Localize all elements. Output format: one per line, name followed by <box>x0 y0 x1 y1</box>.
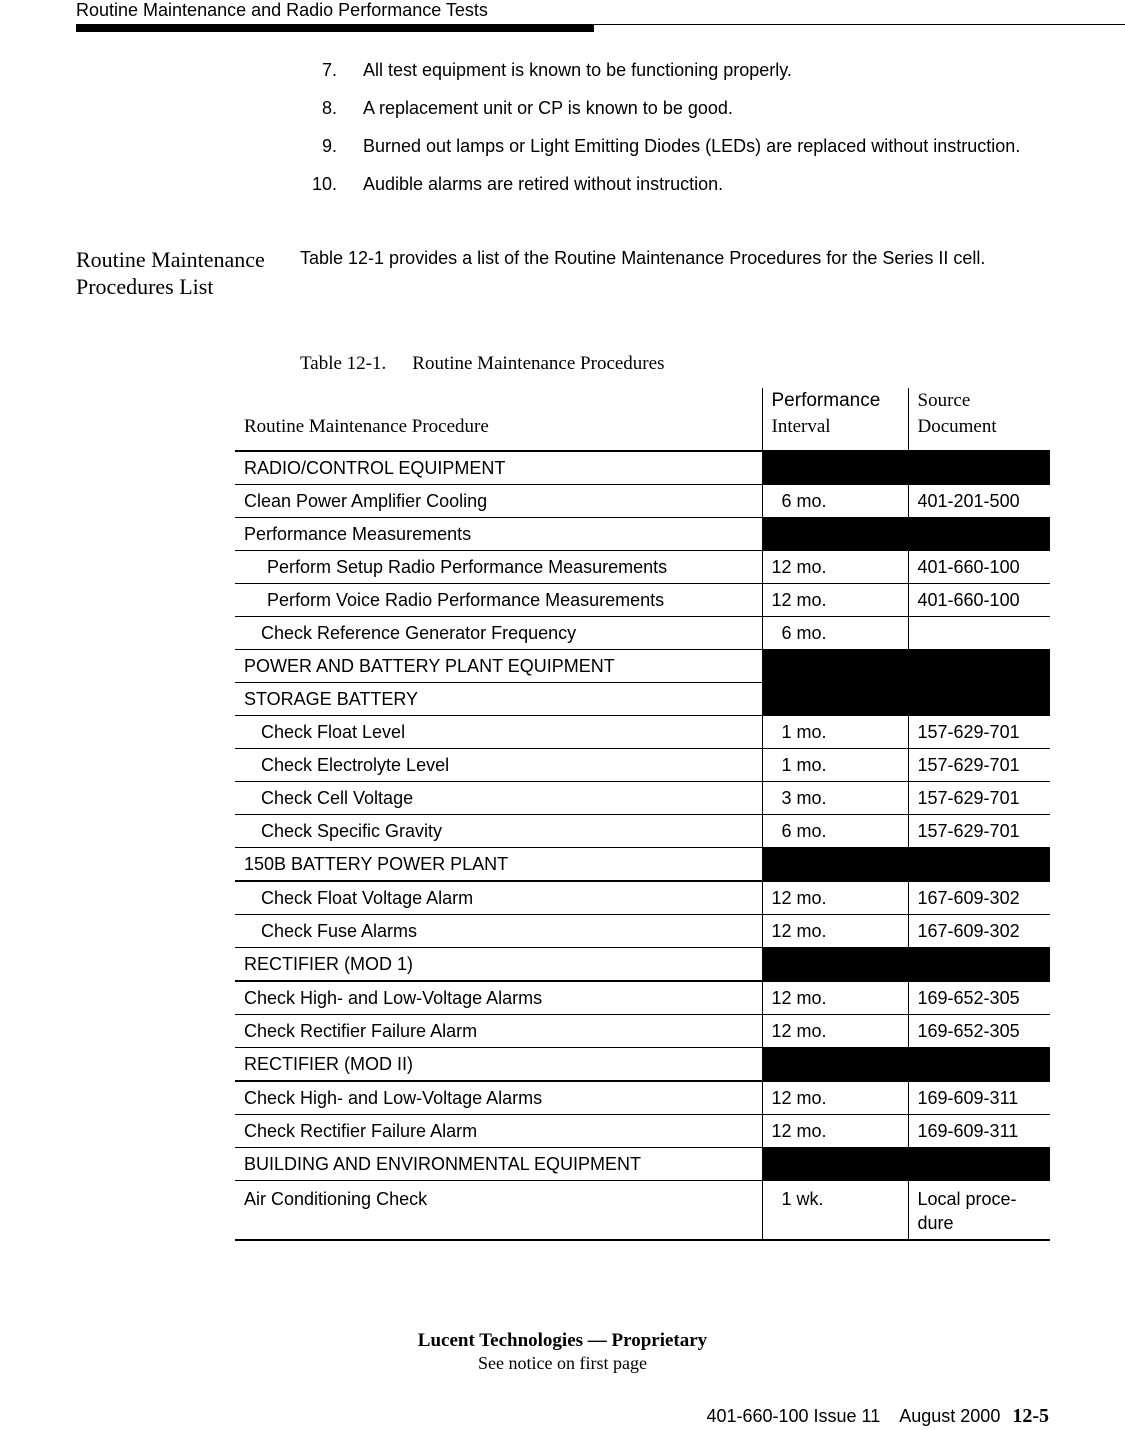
list-item-number: 7. <box>321 60 337 80</box>
list-item-text: A replacement unit or CP is known to be good. <box>363 98 733 118</box>
group-fill <box>762 848 908 882</box>
page-number: 12-5 <box>1012 1405 1049 1427</box>
procedure-cell: Perform Setup Radio Performance Measurements <box>235 551 762 584</box>
table-group-row <box>235 1048 1050 1082</box>
table-row <box>235 584 1050 617</box>
table-row <box>235 1115 1050 1148</box>
procedure-cell: Check Fuse Alarms <box>235 915 762 948</box>
header-rule-bar <box>76 24 594 32</box>
procedure-cell: Check Rectifier Failure Alarm <box>235 1015 762 1048</box>
list-item <box>300 58 1040 82</box>
procedure-cell: Check Specific Gravity <box>235 815 762 848</box>
group-fill <box>908 848 1050 882</box>
header-source <box>908 388 1050 451</box>
interval-cell: 3 mo. <box>762 782 908 815</box>
interval-cell: 1 wk. <box>762 1181 908 1241</box>
interval-cell: 1 mo. <box>762 716 908 749</box>
table-caption-title: Routine Maintenance Procedures <box>412 353 665 374</box>
source-cell: 169-609-311 <box>908 1115 1050 1148</box>
source-cell: 401-660-100 <box>908 551 1050 584</box>
table-row <box>235 782 1050 815</box>
header-interval-top: Performance <box>771 390 881 411</box>
interval-cell: 6 mo. <box>762 815 908 848</box>
group-fill <box>762 948 908 982</box>
running-header: Routine Maintenance and Radio Performance Tests <box>76 0 488 20</box>
list-item-number: 10. <box>311 174 337 194</box>
source-cell: 167-609-302 <box>908 881 1050 915</box>
interval-cell: 12 mo. <box>762 551 908 584</box>
group-label: POWER AND BATTERY PLANT EQUIPMENT <box>235 650 762 683</box>
procedure-cell: Air Conditioning Check <box>235 1181 762 1241</box>
header-source-bottom: Document <box>917 416 997 437</box>
procedure-cell: Check Float Level <box>235 716 762 749</box>
group-fill <box>762 650 908 683</box>
table-group-row <box>235 683 1050 716</box>
group-fill <box>908 683 1050 716</box>
procedure-cell: Check High- and Low-Voltage Alarms <box>235 981 762 1015</box>
table-row <box>235 1015 1050 1048</box>
group-fill <box>762 518 908 551</box>
footer-notice: See notice on first page <box>478 1353 647 1373</box>
source-cell: Local proce-dure <box>908 1181 1050 1241</box>
table-row <box>235 485 1050 518</box>
procedure-cell: Check Float Voltage Alarm <box>235 881 762 915</box>
header-interval <box>762 388 908 451</box>
interval-cell: 12 mo. <box>762 881 908 915</box>
group-label: STORAGE BATTERY <box>235 683 762 716</box>
procedure-cell: Check Rectifier Failure Alarm <box>235 1115 762 1148</box>
procedure-cell: Check Electrolyte Level <box>235 749 762 782</box>
list-item-number: 9. <box>321 136 337 156</box>
interval-cell: 12 mo. <box>762 1115 908 1148</box>
interval-cell: 12 mo. <box>762 1015 908 1048</box>
interval-cell: 6 mo. <box>762 617 908 650</box>
table-row <box>235 716 1050 749</box>
interval-cell: 6 mo. <box>762 485 908 518</box>
table-caption <box>300 352 664 376</box>
group-fill <box>762 1048 908 1082</box>
group-fill <box>908 518 1050 551</box>
source-cell: 401-201-500 <box>908 485 1050 518</box>
list-item <box>300 96 1040 120</box>
table-caption-number: Table 12-1. <box>300 353 387 374</box>
section-heading: Routine Maintenance Procedures List <box>76 247 265 299</box>
table-group-row <box>235 1148 1050 1181</box>
group-fill <box>908 451 1050 485</box>
source-cell: 169-652-305 <box>908 1015 1050 1048</box>
maintenance-table <box>235 388 1050 1241</box>
footer-doc-info <box>706 1405 1049 1428</box>
group-fill <box>908 1048 1050 1082</box>
procedure-cell: Check Cell Voltage <box>235 782 762 815</box>
table-group-row <box>235 848 1050 882</box>
list-item-text: Burned out lamps or Light Emitting Diodes (LEDs) are replaced without instruction. <box>363 136 1021 156</box>
group-label: RADIO/CONTROL EQUIPMENT <box>235 451 762 485</box>
group-label: RECTIFIER (MOD 1) <box>235 948 762 982</box>
interval-cell: 1 mo. <box>762 749 908 782</box>
interval-cell: 12 mo. <box>762 1081 908 1115</box>
source-cell: 169-609-311 <box>908 1081 1050 1115</box>
group-fill <box>762 1148 908 1181</box>
footer-doc-id: 401-660-100 Issue 11 August 2000 <box>706 1406 1001 1426</box>
source-cell: 157-629-701 <box>908 815 1050 848</box>
source-cell: 401-660-100 <box>908 584 1050 617</box>
numbered-list <box>300 58 1040 210</box>
list-item-text: All test equipment is known to be functioning properly. <box>363 60 792 80</box>
table-group-row <box>235 650 1050 683</box>
list-item-text: Audible alarms are retired without instruction. <box>363 174 724 194</box>
table-row <box>235 617 1050 650</box>
source-cell: 169-652-305 <box>908 981 1050 1015</box>
group-label: 150B BATTERY POWER PLANT <box>235 848 762 882</box>
header-procedure: Routine Maintenance Procedure <box>235 388 762 451</box>
source-cell: 157-629-701 <box>908 716 1050 749</box>
table-row <box>235 1081 1050 1115</box>
group-fill <box>762 683 908 716</box>
table-group-row <box>235 451 1050 485</box>
header-interval-bottom: Interval <box>771 416 831 437</box>
intro-paragraph: Table 12-1 provides a list of the Routine Maintenance Procedures for the Series II cell. <box>300 248 986 268</box>
table-row <box>235 915 1050 948</box>
list-item <box>300 134 1040 158</box>
source-cell <box>908 617 1050 650</box>
interval-cell: 12 mo. <box>762 981 908 1015</box>
group-label: RECTIFIER (MOD II) <box>235 1048 762 1082</box>
source-cell: 157-629-701 <box>908 782 1050 815</box>
table-group-row <box>235 518 1050 551</box>
table-row <box>235 981 1050 1015</box>
table-header-row <box>235 388 1050 451</box>
table-row <box>235 551 1050 584</box>
source-cell: 157-629-701 <box>908 749 1050 782</box>
interval-cell: 12 mo. <box>762 915 908 948</box>
procedure-cell: Check Reference Generator Frequency <box>235 617 762 650</box>
source-cell: 167-609-302 <box>908 915 1050 948</box>
group-fill <box>908 650 1050 683</box>
header-source-top: Source <box>917 390 971 411</box>
list-item-number: 8. <box>321 98 337 118</box>
table-row <box>235 881 1050 915</box>
procedure-cell: Check High- and Low-Voltage Alarms <box>235 1081 762 1115</box>
procedure-cell: Clean Power Amplifier Cooling <box>235 485 762 518</box>
table-row <box>235 815 1050 848</box>
group-fill <box>908 1148 1050 1181</box>
table-group-row <box>235 948 1050 982</box>
group-label: Performance Measurements <box>235 518 762 551</box>
list-item <box>300 172 1040 196</box>
footer-company: Lucent Technologies — Proprietary <box>417 1330 708 1351</box>
group-fill <box>908 948 1050 982</box>
interval-cell: 12 mo. <box>762 584 908 617</box>
procedure-cell: Perform Voice Radio Performance Measurements <box>235 584 762 617</box>
table-row <box>235 1181 1050 1241</box>
table-row <box>235 749 1050 782</box>
group-label: BUILDING AND ENVIRONMENTAL EQUIPMENT <box>235 1148 762 1181</box>
group-fill <box>762 451 908 485</box>
